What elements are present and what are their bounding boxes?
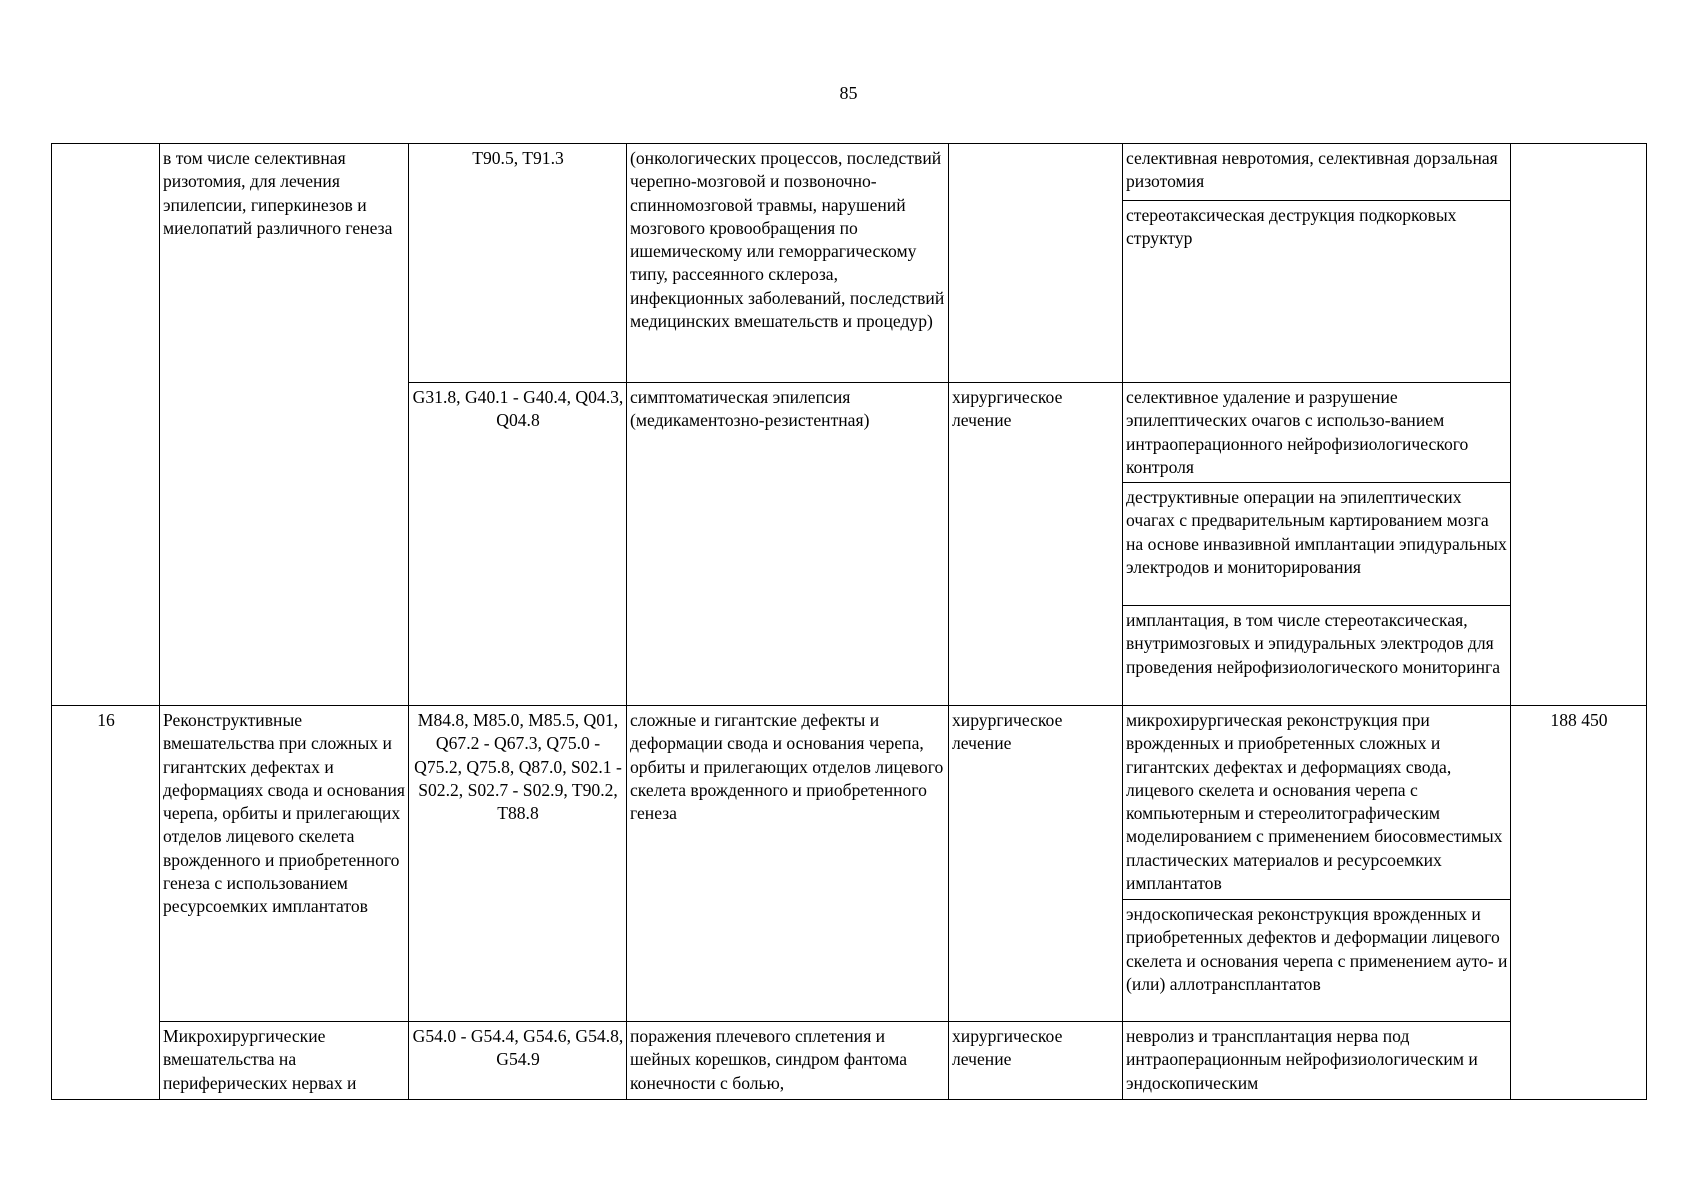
- method-cell: стереотаксическая деструкция подкорковых структур: [1123, 201, 1511, 383]
- medical-procedures-table: [51, 143, 1647, 1100]
- codes-cell: G54.0 - G54.4, G54.6, G54.8, G54.9: [409, 1022, 627, 1100]
- disease-cell: симптоматическая эпилепсия (медикаментозно-резистентная): [627, 383, 949, 706]
- cost-cell: 188 450: [1511, 706, 1647, 1100]
- row-number-cell: 16: [52, 706, 160, 1100]
- disease-cell: поражения плечевого сплетения и шейных корешков, синдром фантома конечности с болью,: [627, 1022, 949, 1100]
- codes-cell: M84.8, M85.0, M85.5, Q01, Q67.2 - Q67.3, Q75.0 - Q75.2, Q75.8, Q87.0, S02.1 - S02.2, S02.7 - S02.9, T90.2, T88.8: [409, 706, 627, 1022]
- condition-cell: Микрохирургические вмешательства на периферических нервах и: [160, 1022, 409, 1100]
- treatment-type-cell: хирургическое лечение: [949, 383, 1123, 706]
- row-number-cell: [52, 144, 160, 706]
- table-row: [52, 144, 1647, 201]
- disease-cell: (онкологических процессов, последствий черепно-мозговой и позвоночно-спинномозговой травмы, нарушений мозгового кровообращения по ишемическому или геморрагическому типу, рассеянного склероза, инфекционных заболеваний, последствий медицинских вмешательств и процедур): [627, 144, 949, 383]
- disease-cell: сложные и гигантские дефекты и деформации свода и основания черепа, орбиты и прилегающих отделов лицевого скелета врожденного и приобретенного генеза: [627, 706, 949, 1022]
- method-cell: имплантация, в том числе стереотаксическая, внутримозговых и эпидуральных электродов для проведения нейрофизиологического мониторинга: [1123, 606, 1511, 706]
- table-row: [52, 706, 1647, 900]
- table-row: [52, 1022, 1647, 1100]
- condition-cell: в том числе селективная ризотомия, для лечения эпилепсии, гиперкинезов и миелопатий различного генеза: [160, 144, 409, 706]
- treatment-type-cell: хирургическое лечение: [949, 706, 1123, 1022]
- treatment-type-cell: хирургическое лечение: [949, 1022, 1123, 1100]
- method-cell: деструктивные операции на эпилептических очагах с предварительным картированием мозга на основе инвазивной имплантации эпидуральных электродов и мониторирования: [1123, 483, 1511, 606]
- cost-cell: [1511, 144, 1647, 706]
- method-cell: селективная невротомия, селективная дорзальная ризотомия: [1123, 144, 1511, 201]
- treatment-type-cell: [949, 144, 1123, 383]
- codes-cell: T90.5, T91.3: [409, 144, 627, 383]
- condition-cell: Реконструктивные вмешательства при сложных и гигантских дефектах и деформациях свода и основания черепа, орбиты и прилегающих отделов лицевого скелета врожденного и приобретенного генеза с использованием ресурсоемких имплантатов: [160, 706, 409, 1022]
- method-cell: микрохирургическая реконструкция при врожденных и приобретенных сложных и гигантских дефектах и деформациях свода, лицевого скелета и основания черепа с компьютерным и стереолитографическим моделированием с применением биосовместимых пластических материалов и ресурсоемких имплантатов: [1123, 706, 1511, 900]
- method-cell: эндоскопическая реконструкция врожденных и приобретенных дефектов и деформации лицевого скелета и основания черепа с применением ауто- и (или) аллотрансплантатов: [1123, 900, 1511, 1022]
- page-number: 85: [839, 83, 858, 103]
- codes-cell: G31.8, G40.1 - G40.4, Q04.3, Q04.8: [409, 383, 627, 706]
- method-cell: невролиз и трансплантация нерва под интраоперационным нейрофизиологическим и эндоскопическим: [1123, 1022, 1511, 1100]
- method-cell: селективное удаление и разрушение эпилептических очагов с использо-ванием интраоперационного нейрофизиологического контроля: [1123, 383, 1511, 483]
